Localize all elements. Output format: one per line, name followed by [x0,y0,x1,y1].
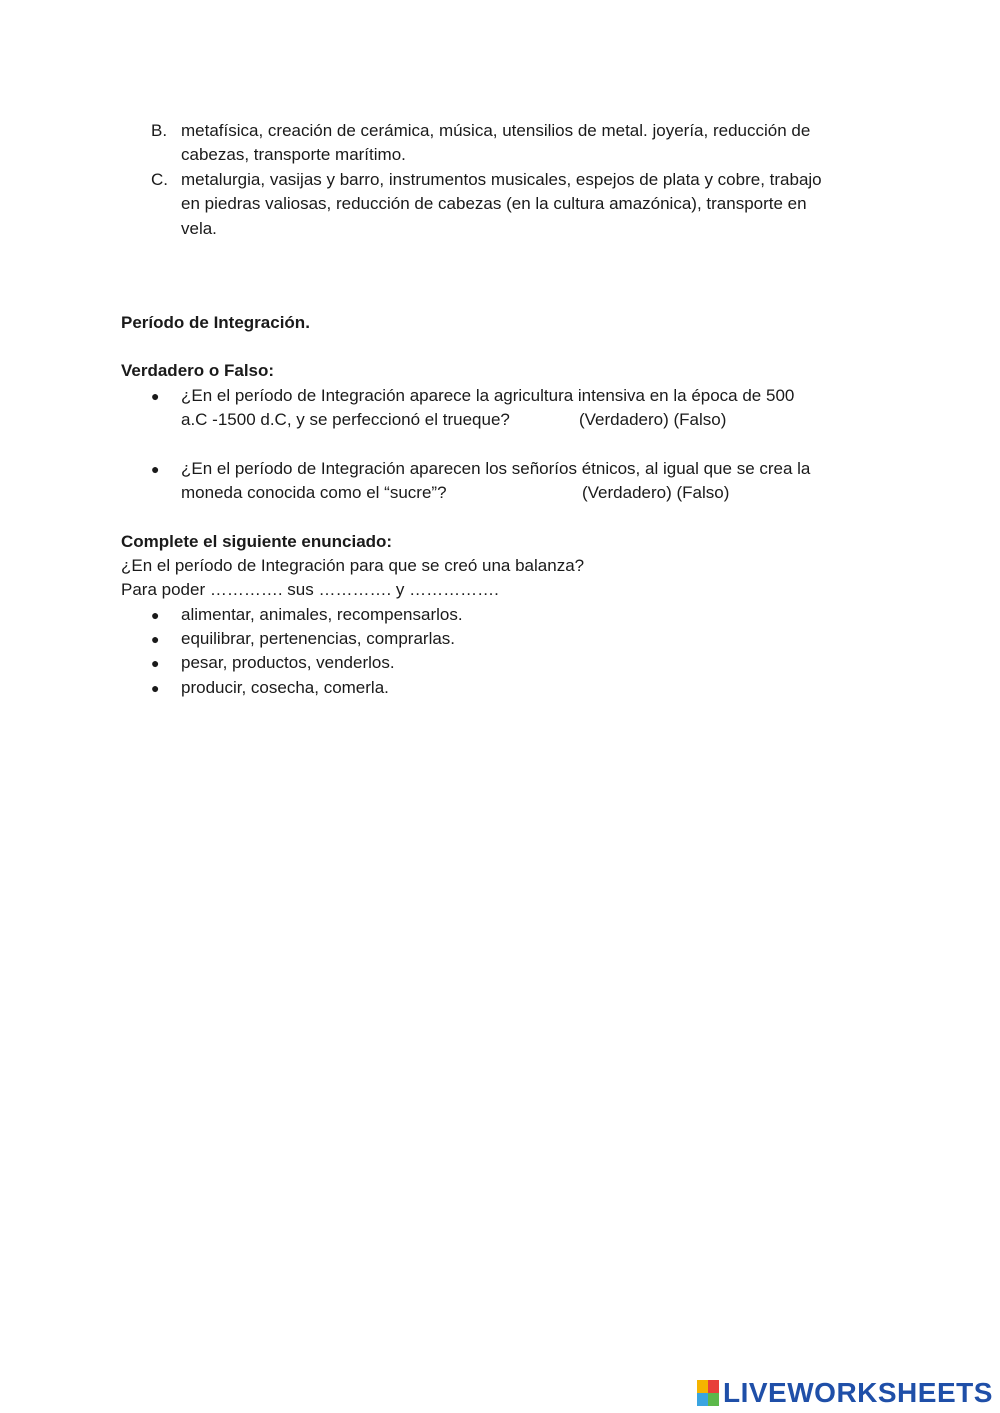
bullet-icon: ● [151,461,160,477]
complete-option-text[interactable]: equilibrar, pertenencias, comprarlas. [181,629,456,648]
bullet-icon: ● [151,607,160,623]
option-marker: B. [151,121,168,140]
bullet-icon: ● [151,388,160,404]
true-false-answers[interactable]: (Verdadero) (Falso) [582,483,730,502]
logo-text: LIVEWORKSHEETS [723,1377,993,1408]
liveworksheets-logo-icon [697,1380,719,1406]
option-text-line: metafísica, creación de cerámica, música, utensilios de metal. joyería, reducción de [181,121,811,140]
complete-option-text[interactable]: alimentar, animales, recompensarlos. [181,605,463,624]
true-false-question-line: a.C -1500 d.C, y se perfeccionó el trueque? [181,410,510,429]
true-false-question-line: ¿En el período de Integración aparece la agricultura intensiva en la época de 500 [181,386,795,405]
option-text-line: cabezas, transporte marítimo. [181,145,406,164]
true-false-answers[interactable]: (Verdadero) (Falso) [579,410,727,429]
bullet-icon: ● [151,680,160,696]
complete-option-text[interactable]: pesar, productos, venderlos. [181,653,395,672]
option-text-line: vela. [181,219,217,238]
complete-sentence: Para poder …………. sus …………. y ……………. [121,580,499,599]
option-text-line: en piedras valiosas, reducción de cabezas (en la cultura amazónica), transporte en [181,194,807,213]
true-false-question-line: ¿En el período de Integración aparecen los señoríos étnicos, al igual que se crea la [181,459,811,478]
option-marker: C. [151,170,168,189]
bullet-icon: ● [151,631,160,647]
true-false-heading: Verdadero o Falso: [121,361,275,380]
bullet-icon: ● [151,655,160,671]
complete-option-text[interactable]: producir, cosecha, comerla. [181,678,389,697]
complete-heading: Complete el siguiente enunciado: [121,532,393,551]
complete-question: ¿En el período de Integración para que se creó una balanza? [121,556,585,575]
true-false-question-line: moneda conocida como el “sucre”? [181,483,447,502]
option-text-line: metalurgia, vasijas y barro, instrumentos musicales, espejos de plata y cobre, trabajo [181,170,822,189]
liveworksheets-logo [697,1377,993,1409]
section-title: Período de Integración. [121,313,310,332]
